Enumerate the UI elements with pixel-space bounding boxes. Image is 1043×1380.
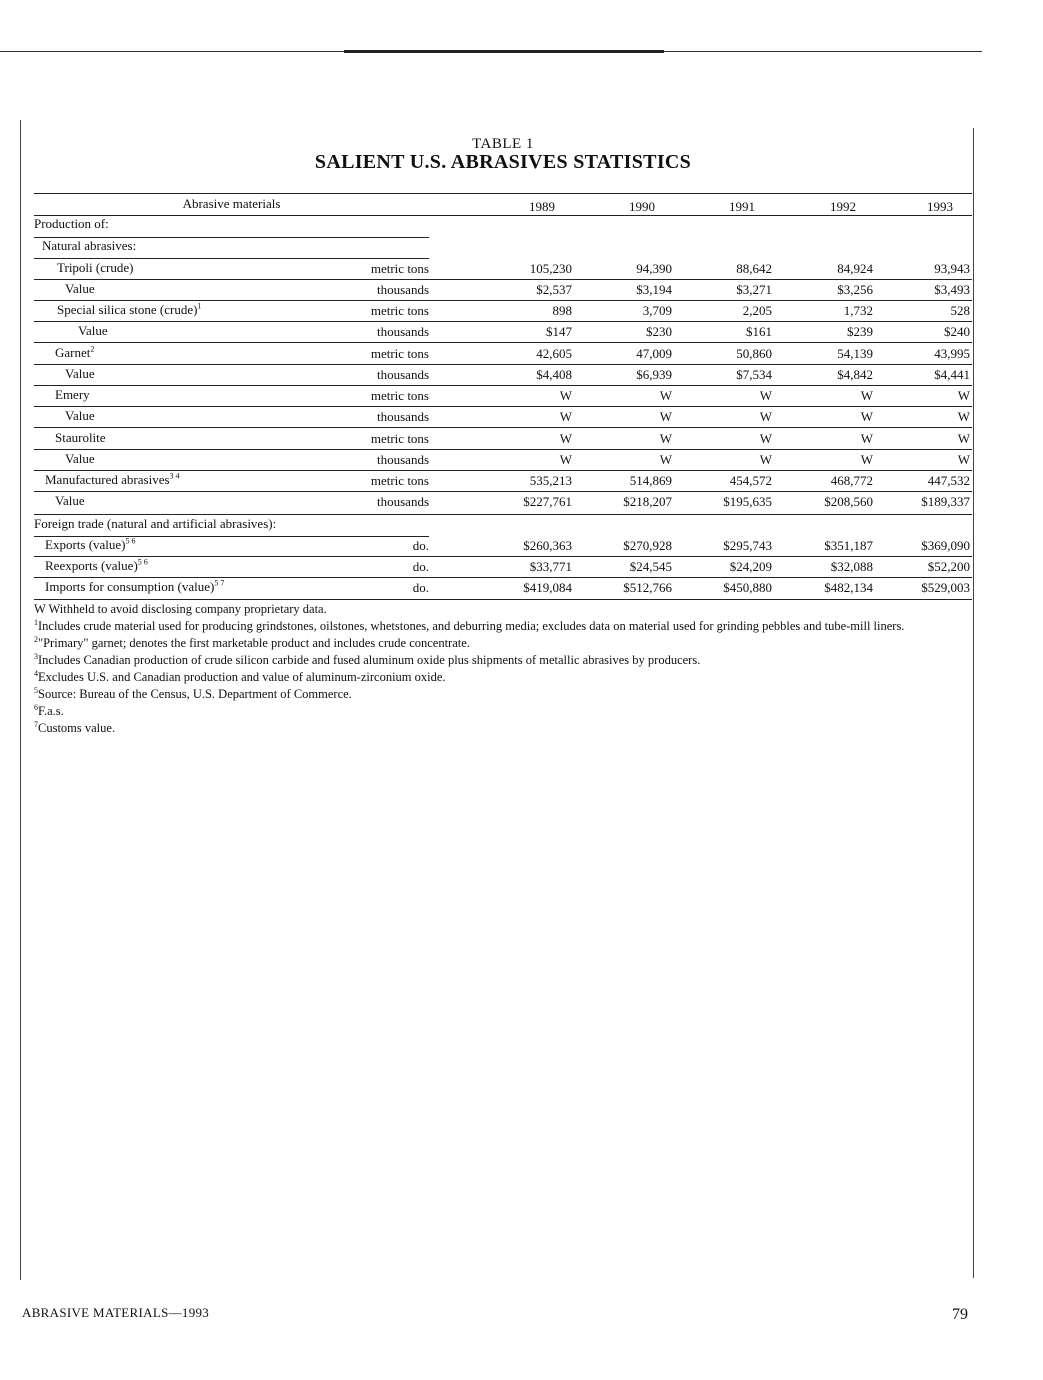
- row-unit: metric tons: [370, 303, 429, 318]
- footnote: [34, 669, 972, 686]
- row-label-text: Value: [55, 493, 85, 508]
- table-label: TABLE 1: [472, 136, 534, 152]
- table-cell: $260,363: [523, 538, 572, 553]
- stub-rule: [34, 258, 429, 259]
- row-label-text: Value: [65, 451, 95, 466]
- row-label: [57, 260, 133, 276]
- footnote-text: Excludes U.S. and Canadian production and value of aluminum-zirconium oxide.: [38, 670, 446, 684]
- footnote: [34, 618, 972, 635]
- row-unit: thousands: [377, 452, 429, 467]
- table-cell: 447,532: [927, 473, 970, 488]
- right-margin-line: [973, 128, 974, 1278]
- row-unit: do.: [412, 580, 429, 595]
- table-cell: $3,194: [636, 282, 672, 297]
- table-cell: $161: [746, 324, 772, 339]
- table-cell: 514,869: [629, 473, 672, 488]
- table-cell: $3,256: [837, 282, 873, 297]
- footnote-text: Includes crude material used for producing grindstones, oilstones, whetstones, and deburring media; excludes data on material used for grinding pebbles and tube-mill liners.: [38, 619, 905, 633]
- row-label-text: Tripoli (crude): [57, 260, 134, 275]
- table-cell: $218,207: [623, 494, 672, 509]
- row-unit: metric tons: [370, 346, 429, 361]
- table-cell: $208,560: [824, 494, 873, 509]
- row-unit: metric tons: [370, 431, 429, 446]
- table-cell: $189,337: [921, 494, 970, 509]
- row-label-text: Reexports (value): [45, 558, 138, 573]
- footnote-marker: 5 6: [125, 536, 136, 546]
- table-cell: $32,088: [830, 559, 873, 574]
- table-cell: $369,090: [921, 538, 970, 553]
- footnote-text: "Primary" garnet; denotes the first marketable product and includes crude concentrate.: [38, 636, 470, 650]
- table-cell: $147: [546, 324, 572, 339]
- footnote: [34, 652, 972, 669]
- table-cell: $4,408: [536, 367, 572, 382]
- table-cell: W: [860, 388, 873, 403]
- row-unit: thousands: [377, 367, 429, 382]
- table-cell: $295,743: [723, 538, 772, 553]
- table-bottom-rule: [34, 599, 972, 600]
- table-cell: W: [860, 452, 873, 467]
- table-cell: $24,545: [629, 559, 672, 574]
- table-cell: 93,943: [934, 261, 970, 276]
- row-label: [55, 345, 94, 361]
- footnote-marker: 5 6: [137, 557, 148, 567]
- row-label: [65, 281, 95, 297]
- table-cell: $3,271: [736, 282, 772, 297]
- row-unit: do.: [412, 538, 429, 553]
- table-cell: 898: [552, 303, 572, 318]
- footnote-number: 6: [34, 702, 38, 712]
- table-cell: $2,537: [536, 282, 572, 297]
- footnote-number: 7: [34, 719, 38, 729]
- table-cell: W: [659, 452, 672, 467]
- table-cell: W: [659, 409, 672, 424]
- table-cell: 468,772: [830, 473, 873, 488]
- table-cell: $450,880: [723, 580, 772, 595]
- row-label: [45, 558, 148, 574]
- table-cell: W: [559, 409, 572, 424]
- footnote-marker: 5 7: [214, 578, 225, 588]
- table-cell: $230: [646, 324, 672, 339]
- row-rule: [34, 514, 972, 515]
- row-rule: [34, 449, 972, 450]
- row-rule: [34, 427, 972, 428]
- footnote-text: Includes Canadian production of crude silicon carbide and fused aluminum oxide plus shipments of metallic abrasives by producers.: [38, 653, 701, 667]
- row-label: [45, 579, 224, 595]
- row-label-text: Imports for consumption (value): [45, 579, 215, 594]
- table-cell: $4,842: [837, 367, 873, 382]
- row-label-text: Value: [65, 408, 95, 423]
- table-cell: W: [957, 388, 970, 403]
- row-rule: [34, 300, 972, 301]
- column-header-materials: Abrasive materials: [182, 196, 281, 211]
- table-cell: W: [759, 388, 772, 403]
- table-cell: W: [860, 409, 873, 424]
- row-unit: metric tons: [370, 261, 429, 276]
- row-label: [45, 537, 136, 553]
- table-cell: $7,534: [736, 367, 772, 382]
- row-label: [45, 472, 180, 488]
- table-cell: 2,205: [742, 303, 772, 318]
- table-cell: 535,213: [529, 473, 572, 488]
- table-cell: 43,995: [934, 346, 970, 361]
- row-rule: [34, 364, 972, 365]
- footnote-text: Customs value.: [38, 721, 116, 735]
- table-cell: W: [759, 431, 772, 446]
- row-label-text: Exports (value): [45, 537, 126, 552]
- column-header-year: 1990: [629, 199, 655, 214]
- table-cell: W: [860, 431, 873, 446]
- row-label: [55, 493, 85, 509]
- row-unit: thousands: [377, 282, 429, 297]
- row-label-text: Special silica stone (crude): [57, 302, 198, 317]
- table-cell: W: [957, 409, 970, 424]
- header-bottom-rule: [34, 215, 972, 216]
- row-label: [57, 302, 201, 318]
- row-label-text: Value: [65, 281, 95, 296]
- table-cell: 1,732: [843, 303, 873, 318]
- table-cell: $33,771: [529, 559, 572, 574]
- footnote-number: 2: [34, 634, 38, 644]
- footnote-number: 1: [34, 617, 38, 627]
- row-label-text: Value: [65, 366, 95, 381]
- row-label-text: Garnet: [55, 345, 91, 360]
- table-cell: $529,003: [921, 580, 970, 595]
- footnotes: [34, 601, 972, 737]
- row-label-text: Manufactured abrasives: [45, 472, 170, 487]
- row-rule: [34, 342, 972, 343]
- row-unit: metric tons: [370, 473, 429, 488]
- table-cell: $270,928: [623, 538, 672, 553]
- section-natural-abrasives: Natural abrasives:: [42, 238, 137, 253]
- header-top-rule: [34, 193, 972, 194]
- footnote-number: 3: [34, 651, 38, 661]
- left-margin-line: [20, 120, 21, 1280]
- table-cell: W: [559, 431, 572, 446]
- table-cell: 94,390: [636, 261, 672, 276]
- row-rule: [34, 556, 972, 557]
- table-cell: 50,860: [736, 346, 772, 361]
- footnote-number: 5: [34, 685, 38, 695]
- stub-rule: [34, 536, 429, 537]
- row-label-text: Emery: [55, 387, 90, 402]
- footnote-marker: 3 4: [169, 471, 180, 481]
- table-cell: $227,761: [523, 494, 572, 509]
- table-cell: W: [659, 431, 672, 446]
- table-cell: 54,139: [837, 346, 873, 361]
- table-cell: W: [957, 431, 970, 446]
- table-cell: 47,009: [636, 346, 672, 361]
- table-cell: W: [559, 388, 572, 403]
- table-cell: $195,635: [723, 494, 772, 509]
- footnote: [34, 703, 972, 720]
- footnote-number: 4: [34, 668, 38, 678]
- table-cell: 105,230: [529, 261, 572, 276]
- footnote-marker: 1: [197, 301, 202, 311]
- footnote: [34, 601, 972, 618]
- row-label: [78, 323, 108, 339]
- table-cell: $3,493: [934, 282, 970, 297]
- row-label: [65, 451, 95, 467]
- column-header-year: 1991: [729, 199, 755, 214]
- table-cell: $6,939: [636, 367, 672, 382]
- table-cell: W: [559, 452, 572, 467]
- footnote: [34, 635, 972, 652]
- table-cell: $240: [944, 324, 970, 339]
- top-rule-accent: [344, 50, 664, 53]
- row-rule: [34, 279, 972, 280]
- table-cell: 84,924: [837, 261, 873, 276]
- column-header-year: 1989: [529, 199, 555, 214]
- row-label: [65, 366, 95, 382]
- row-rule: [34, 491, 972, 492]
- table-cell: 42,605: [536, 346, 572, 361]
- footnote: [34, 720, 972, 737]
- running-footer: ABRASIVE MATERIALS—1993: [22, 1305, 210, 1320]
- table-cell: $419,084: [523, 580, 572, 595]
- row-unit: thousands: [377, 324, 429, 339]
- table-cell: $351,187: [824, 538, 873, 553]
- row-rule: [34, 321, 972, 322]
- table-cell: 3,709: [642, 303, 672, 318]
- row-rule: [34, 577, 972, 578]
- table-cell: W: [659, 388, 672, 403]
- table-cell: W: [759, 409, 772, 424]
- footnote-marker: 2: [90, 344, 95, 354]
- row-rule: [34, 385, 972, 386]
- table-title: SALIENT U.S. ABRASIVES STATISTICS: [314, 151, 692, 173]
- column-header-year: 1993: [927, 199, 953, 214]
- section-foreign-trade: Foreign trade (natural and artificial abrasives):: [34, 516, 277, 531]
- footnote-text: F.a.s.: [38, 704, 64, 718]
- row-rule: [34, 406, 972, 407]
- table-cell: 528: [950, 303, 970, 318]
- table-cell: 454,572: [729, 473, 772, 488]
- footnote-text: Source: Bureau of the Census, U.S. Department of Commerce.: [38, 687, 352, 701]
- row-unit: metric tons: [370, 388, 429, 403]
- row-label-text: Value: [78, 323, 108, 338]
- table-cell: 88,642: [736, 261, 772, 276]
- table-cell: $4,441: [934, 367, 970, 382]
- row-unit: do.: [412, 559, 429, 574]
- column-header-year: 1992: [830, 199, 856, 214]
- row-label-text: Staurolite: [55, 430, 106, 445]
- table-cell: W: [759, 452, 772, 467]
- table-cell: $512,766: [623, 580, 672, 595]
- row-unit: thousands: [377, 494, 429, 509]
- row-unit: thousands: [377, 409, 429, 424]
- footnote: [34, 686, 972, 703]
- row-label: [65, 408, 95, 424]
- section-production: Production of:: [34, 216, 109, 231]
- table-cell: $52,200: [927, 559, 970, 574]
- footnote-text: W Withheld to avoid disclosing company proprietary data.: [34, 602, 327, 616]
- table-cell: $482,134: [824, 580, 873, 595]
- table-cell: $239: [847, 324, 873, 339]
- row-label: [55, 430, 106, 446]
- table-cell: $24,209: [729, 559, 772, 574]
- table-cell: W: [957, 452, 970, 467]
- row-label: [55, 387, 90, 403]
- page-number: 79: [952, 1306, 968, 1323]
